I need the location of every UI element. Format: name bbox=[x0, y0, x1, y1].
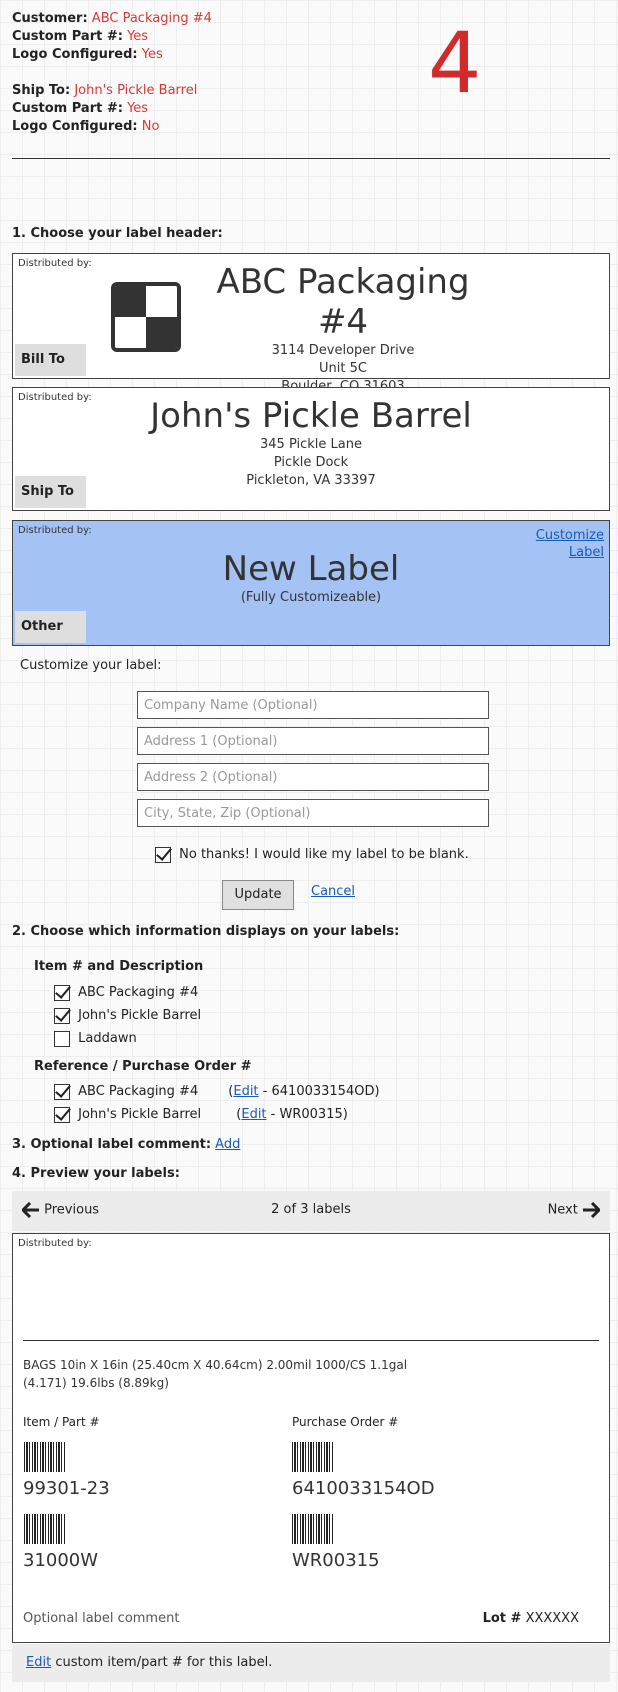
shipto-part-value: Yes bbox=[127, 101, 149, 116]
previous-label: Previous bbox=[44, 1202, 100, 1218]
item-option bbox=[54, 1029, 137, 1049]
footer-text: custom item/part # for this label. bbox=[55, 1655, 273, 1670]
item-number: 31000W bbox=[23, 1550, 99, 1571]
edit-custom-part-link[interactable]: Edit bbox=[26, 1655, 52, 1670]
po-checkbox[interactable] bbox=[54, 1107, 70, 1123]
shipto-logo-label: Logo Configured: bbox=[12, 119, 138, 134]
next-label: Next bbox=[547, 1202, 578, 1218]
preview-divider bbox=[23, 1340, 599, 1341]
lot-number bbox=[483, 1611, 579, 1626]
barcode-icon bbox=[292, 1514, 334, 1544]
po-edit-link[interactable]: Edit bbox=[241, 1107, 267, 1122]
po-option-label: John's Pickle Barrel bbox=[78, 1107, 202, 1122]
label-address-line: Unit 5C bbox=[319, 361, 367, 376]
item-option-label: ABC Packaging #4 bbox=[78, 985, 199, 1000]
po-edit-link[interactable]: Edit bbox=[233, 1084, 259, 1099]
customize-title: Customize your label: bbox=[20, 658, 162, 673]
distributed-by-label: Distributed by: bbox=[18, 258, 92, 269]
item-group-title: Item # and Description bbox=[34, 959, 204, 974]
item-checkbox[interactable] bbox=[54, 1008, 70, 1024]
preview-footer bbox=[12, 1644, 610, 1682]
custom-part-label: Custom Part #: bbox=[12, 29, 123, 44]
item-number: 99301-23 bbox=[23, 1478, 110, 1499]
barcode-icon bbox=[24, 1514, 66, 1544]
item-option bbox=[54, 983, 198, 1003]
blank-label-text: No thanks! I would like my label to be blank. bbox=[179, 847, 469, 862]
shipto-part-label: Custom Part #: bbox=[12, 101, 123, 116]
label-company-name: John's Pickle Barrel bbox=[150, 396, 472, 436]
label-counter: 2 of 3 labels bbox=[271, 1202, 351, 1217]
po-option: ABC Packaging #4 (Edit - 6410033154OD) bbox=[54, 1082, 380, 1102]
logo-configured-label: Logo Configured: bbox=[12, 47, 138, 62]
bill-to-tag: Bill To bbox=[15, 344, 86, 376]
blank-label-option bbox=[155, 845, 469, 865]
divider bbox=[12, 158, 610, 159]
custom-part-value: Yes bbox=[127, 29, 149, 44]
label-address-line: Pickleton, VA 33397 bbox=[246, 473, 376, 488]
barcode-icon bbox=[24, 1442, 66, 1472]
next-button[interactable] bbox=[548, 1202, 600, 1218]
new-label-title: New Label bbox=[222, 549, 400, 589]
shipto-value: John's Pickle Barrel bbox=[74, 83, 198, 98]
customer-info bbox=[12, 10, 212, 64]
label-address-line: 3114 Developer Drive bbox=[271, 343, 415, 358]
comment-placeholder: Optional label comment bbox=[23, 1611, 180, 1626]
preview-nav bbox=[12, 1191, 610, 1231]
address1-input[interactable] bbox=[137, 727, 489, 755]
customize-label-link[interactable]: Customize Label bbox=[535, 528, 604, 560]
checkered-logo-icon bbox=[111, 282, 181, 352]
step-number: 4 bbox=[428, 14, 482, 112]
company-name-input[interactable] bbox=[137, 691, 489, 719]
barcode-icon bbox=[292, 1442, 334, 1472]
lot-value: XXXXXX bbox=[525, 1611, 579, 1626]
po-number: 6410033154OD bbox=[292, 1478, 435, 1499]
shipto-logo-value: No bbox=[141, 119, 160, 134]
ship-to-tag: Ship To bbox=[15, 476, 86, 508]
shipto-info bbox=[12, 82, 197, 136]
customer-label: Customer: bbox=[12, 11, 88, 26]
item-option bbox=[54, 1006, 201, 1026]
item-checkbox[interactable] bbox=[54, 1031, 70, 1047]
product-description: BAGS 10in X 16in (25.40cm X 40.64cm) 2.00mil 1000/CS 1.1gal (4.171) 19.6lbs (8.89kg) bbox=[23, 1358, 408, 1390]
po-checkbox[interactable] bbox=[54, 1084, 70, 1100]
step4-title: 4. Preview your labels: bbox=[12, 1166, 180, 1181]
item-checkbox[interactable] bbox=[54, 985, 70, 1001]
blank-label-checkbox[interactable] bbox=[155, 847, 171, 863]
label-preview bbox=[12, 1233, 610, 1643]
distributed-by-label: Distributed by: bbox=[18, 1238, 92, 1249]
shipto-label: Ship To: bbox=[12, 83, 71, 98]
logo-configured-value: Yes bbox=[141, 47, 163, 62]
label-company-name: ABC Packaging #4 bbox=[216, 262, 470, 342]
po-number-label: Purchase Order # bbox=[292, 1415, 399, 1429]
distributed-by-label: Distributed by: bbox=[18, 392, 92, 403]
distributed-by-label: Distributed by: bbox=[18, 525, 92, 536]
item-option-label: Laddawn bbox=[78, 1031, 137, 1046]
cancel-link[interactable]: Cancel bbox=[311, 884, 356, 899]
po-number: WR00315 bbox=[292, 1550, 380, 1571]
label-address-line: 345 Pickle Lane bbox=[260, 437, 362, 452]
other-tag: Other bbox=[15, 611, 86, 643]
step2-title: 2. Choose which information displays on your labels: bbox=[12, 924, 400, 939]
label-address-line: Pickle Dock bbox=[273, 455, 349, 470]
label-option-bill-to[interactable] bbox=[12, 253, 610, 379]
label-option-other[interactable] bbox=[12, 520, 610, 646]
po-value: - WR00315) bbox=[266, 1107, 348, 1122]
label-option-ship-to[interactable] bbox=[12, 387, 610, 511]
po-option: John's Pickle Barrel (Edit - WR00315) bbox=[54, 1105, 348, 1125]
lot-label: Lot # bbox=[482, 1611, 522, 1626]
city-state-zip-input[interactable] bbox=[137, 799, 489, 827]
address2-input[interactable] bbox=[137, 763, 489, 791]
arrow-right-icon bbox=[582, 1202, 600, 1218]
item-part-label: Item / Part # bbox=[23, 1415, 100, 1429]
item-option-label: John's Pickle Barrel bbox=[78, 1008, 202, 1023]
step3-row bbox=[12, 1137, 240, 1152]
step3-title: 3. Optional label comment: bbox=[12, 1137, 212, 1152]
new-label-subtitle: (Fully Customizeable) bbox=[240, 590, 382, 605]
customer-value: ABC Packaging #4 bbox=[91, 11, 212, 26]
po-group-title: Reference / Purchase Order # bbox=[34, 1059, 252, 1074]
po-option-label: ABC Packaging #4 bbox=[78, 1084, 199, 1099]
po-value: - 6410033154OD) bbox=[258, 1084, 380, 1099]
add-comment-link[interactable]: Add bbox=[215, 1137, 241, 1152]
update-button[interactable]: Update bbox=[222, 880, 294, 910]
step1-title: 1. Choose your label header: bbox=[12, 226, 223, 241]
